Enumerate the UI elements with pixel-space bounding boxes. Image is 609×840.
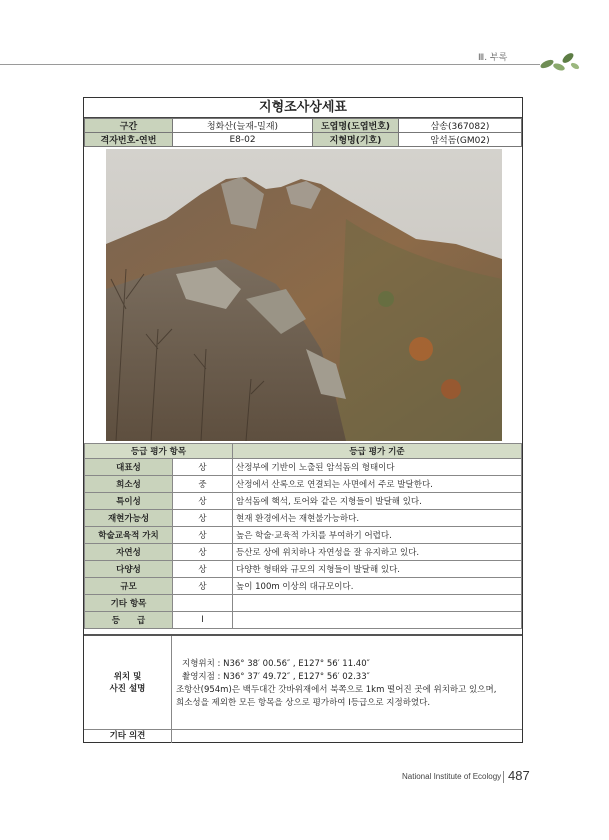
grade-row — [85, 510, 522, 527]
grade-item: 특이성 — [85, 493, 173, 510]
grade-item: 학술교육적 가치 — [85, 527, 173, 544]
section-value: 청화산(늘재-밀재) — [173, 119, 313, 133]
grade-row — [85, 527, 522, 544]
location-description — [172, 636, 522, 729]
grade-criteria: 다양한 형태와 규모의 지형들이 발달해 있다. — [233, 561, 522, 578]
sheet-title: 지형조사상세표 — [84, 98, 522, 118]
grade-criteria: 높이 100m 이상의 대규모이다. — [233, 578, 522, 595]
grade-item: 재현가능성 — [85, 510, 173, 527]
grade-item: 기타 항목 — [85, 595, 173, 612]
info-row — [85, 133, 522, 147]
info-row — [85, 119, 522, 133]
grade-criteria: 암석돔에 핵석, 토어와 같은 지형들이 발달해 있다. — [233, 493, 522, 510]
other-opinion-row — [84, 729, 522, 743]
grade-row — [85, 561, 522, 578]
location-label-line: 위치 및 — [113, 671, 142, 682]
grade-row — [85, 578, 522, 595]
grade-value — [173, 595, 233, 612]
grade-header-row — [85, 444, 522, 459]
location-section — [84, 634, 522, 729]
grade-criteria: 현재 환경에서는 재현불가능하다. — [233, 510, 522, 527]
description-line: 조항산(954m)은 백두대간 갓바위재에서 북쪽으로 1km 떨어진 곳에 위치하고 있으며, — [176, 685, 497, 695]
footer-divider — [503, 771, 504, 783]
grid-number-label: 격자번호-연번 — [85, 133, 173, 147]
description-line: 희소성을 제외한 모든 항목을 상으로 평가하여 Ⅰ등급으로 지정하였다. — [176, 698, 431, 708]
grade-value: 상 — [173, 493, 233, 510]
page-number: 487 — [508, 768, 530, 783]
grade-criteria-header: 등급 평가 기준 — [233, 444, 522, 459]
grade-criteria: 높은 학술·교육적 가치를 부여하기 어렵다. — [233, 527, 522, 544]
grade-value: 중 — [173, 476, 233, 493]
grade-row — [85, 459, 522, 476]
grade-value: Ⅰ — [173, 612, 233, 629]
grade-criteria — [233, 612, 522, 629]
grade-criteria — [233, 595, 522, 612]
grade-criteria: 등산로 상에 위치하나 자연성을 잘 유지하고 있다. — [233, 544, 522, 561]
mountain-illustration — [106, 149, 502, 441]
grade-value: 상 — [173, 578, 233, 595]
grade-value: 상 — [173, 459, 233, 476]
landform-name-label: 지형명(기호) — [313, 133, 399, 147]
grade-value: 상 — [173, 510, 233, 527]
grid-number-value: E8-02 — [173, 133, 313, 147]
other-opinion-label: 기타 의견 — [84, 730, 172, 743]
leaf-ornament-icon — [537, 50, 582, 74]
photo-point-coordinates: 촬영지점 : N36° 37′ 49.72″ , E127° 56′ 02.33″ — [182, 672, 370, 682]
map-sheet-value: 삼송(367082) — [399, 119, 522, 133]
map-sheet-label: 도엽명(도엽번호) — [313, 119, 399, 133]
landform-coordinates: 지형위치 : N36° 38′ 00.56″ , E127° 56′ 11.40″ — [182, 659, 370, 669]
institute-name: National Institute of Ecology — [402, 772, 502, 781]
header-rule — [0, 64, 540, 65]
grade-item-header: 등급 평가 항목 — [85, 444, 233, 459]
landform-photo — [106, 149, 502, 441]
survey-sheet — [83, 97, 523, 743]
grade-item: 등 급 — [85, 612, 173, 629]
grade-row — [85, 612, 522, 629]
grade-value: 상 — [173, 527, 233, 544]
grade-criteria: 산정부에 기반이 노출된 암석돔의 형태이다 — [233, 459, 522, 476]
location-label — [84, 636, 172, 729]
section-label-cell: 구간 — [85, 119, 173, 133]
grade-value: 상 — [173, 544, 233, 561]
grade-item: 다양성 — [85, 561, 173, 578]
grade-row — [85, 493, 522, 510]
grade-item: 희소성 — [85, 476, 173, 493]
location-label-line: 사진 설명 — [109, 683, 146, 694]
grade-criteria: 산정에서 산록으로 연결되는 사면에서 주로 발달한다. — [233, 476, 522, 493]
grade-item: 규모 — [85, 578, 173, 595]
landform-name-value: 암석돔(GM02) — [399, 133, 522, 147]
grade-row — [85, 544, 522, 561]
grade-item: 대표성 — [85, 459, 173, 476]
grade-table — [84, 443, 522, 629]
grade-row — [85, 476, 522, 493]
section-label: Ⅲ. 부록 — [478, 53, 508, 63]
grade-value: 상 — [173, 561, 233, 578]
grade-row — [85, 595, 522, 612]
grade-item: 자연성 — [85, 544, 173, 561]
info-table — [84, 118, 522, 147]
